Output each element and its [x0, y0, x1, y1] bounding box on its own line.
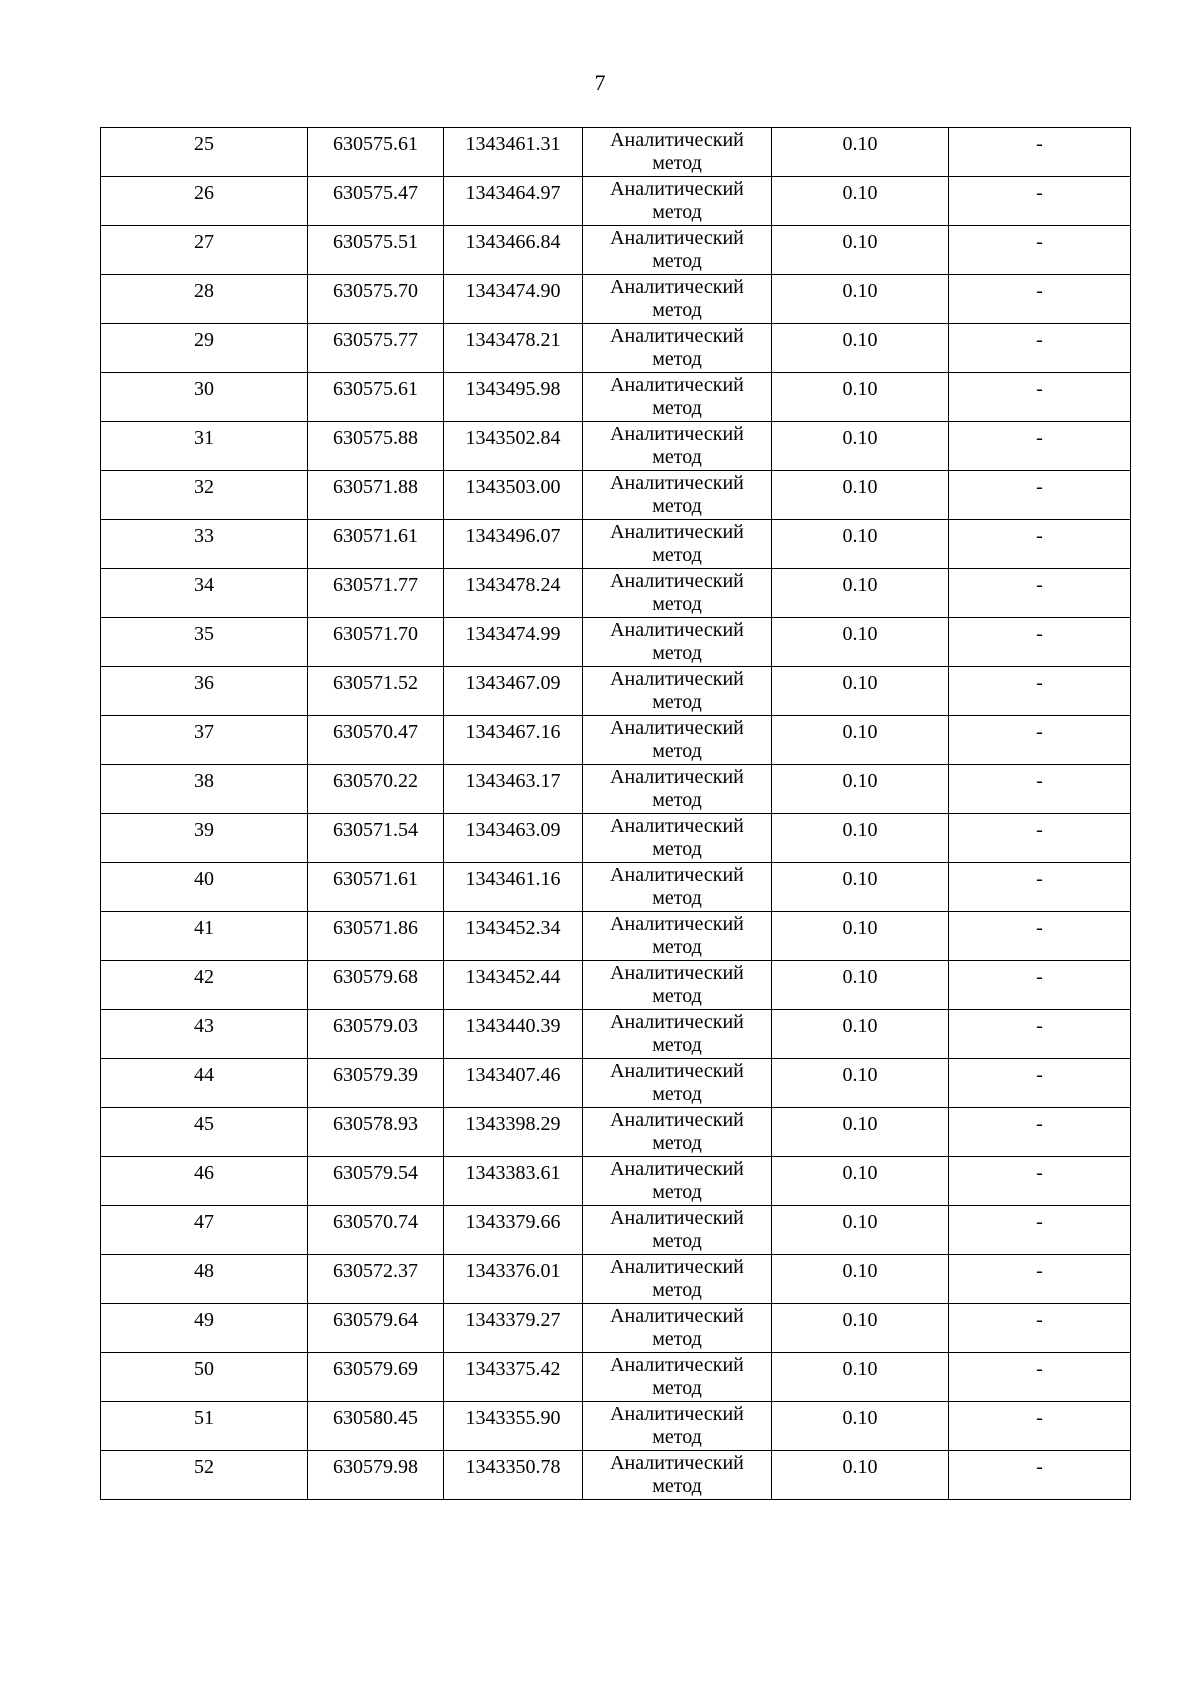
method-text: Аналитический метод [610, 815, 744, 860]
extra-cell: - [949, 569, 1131, 618]
method-cell [583, 863, 772, 912]
table-row [101, 569, 1131, 618]
extra-cell: - [949, 863, 1131, 912]
method-cell [583, 765, 772, 814]
table-row [101, 765, 1131, 814]
x-coordinate-cell: 630575.51 [308, 226, 444, 275]
table-row [101, 1010, 1131, 1059]
method-text: Аналитический метод [610, 1305, 744, 1350]
table-row [101, 618, 1131, 667]
method-text: Аналитический метод [610, 1256, 744, 1301]
x-coordinate-cell: 630580.45 [308, 1402, 444, 1451]
accuracy-cell: 0.10 [772, 422, 949, 471]
accuracy-cell: 0.10 [772, 1059, 949, 1108]
point-number-cell: 36 [101, 667, 308, 716]
x-coordinate-cell: 630579.69 [308, 1353, 444, 1402]
method-cell [583, 667, 772, 716]
method-cell [583, 177, 772, 226]
method-text: Аналитический метод [610, 423, 744, 468]
method-cell [583, 275, 772, 324]
point-number-cell: 32 [101, 471, 308, 520]
table-row [101, 1255, 1131, 1304]
y-coordinate-cell: 1343474.90 [444, 275, 583, 324]
method-cell [583, 1402, 772, 1451]
method-text: Аналитический метод [610, 766, 744, 811]
method-text: Аналитический метод [610, 1354, 744, 1399]
method-cell [583, 1108, 772, 1157]
x-coordinate-cell: 630575.61 [308, 128, 444, 177]
table-row [101, 471, 1131, 520]
y-coordinate-cell: 1343464.97 [444, 177, 583, 226]
method-cell [583, 1010, 772, 1059]
extra-cell: - [949, 765, 1131, 814]
method-cell [583, 814, 772, 863]
accuracy-cell: 0.10 [772, 177, 949, 226]
point-number-cell: 50 [101, 1353, 308, 1402]
extra-cell: - [949, 1304, 1131, 1353]
table-row [101, 1059, 1131, 1108]
method-cell [583, 912, 772, 961]
accuracy-cell: 0.10 [772, 1353, 949, 1402]
method-text: Аналитический метод [610, 913, 744, 958]
method-text: Аналитический метод [610, 1207, 744, 1252]
method-text: Аналитический метод [610, 129, 744, 174]
table-row [101, 1353, 1131, 1402]
point-number-cell: 39 [101, 814, 308, 863]
method-cell [583, 1304, 772, 1353]
y-coordinate-cell: 1343496.07 [444, 520, 583, 569]
accuracy-cell: 0.10 [772, 128, 949, 177]
x-coordinate-cell: 630578.93 [308, 1108, 444, 1157]
extra-cell: - [949, 275, 1131, 324]
y-coordinate-cell: 1343376.01 [444, 1255, 583, 1304]
extra-cell: - [949, 1255, 1131, 1304]
extra-cell: - [949, 177, 1131, 226]
extra-cell: - [949, 667, 1131, 716]
accuracy-cell: 0.10 [772, 961, 949, 1010]
point-number-cell: 48 [101, 1255, 308, 1304]
y-coordinate-cell: 1343379.66 [444, 1206, 583, 1255]
point-number-cell: 51 [101, 1402, 308, 1451]
accuracy-cell: 0.10 [772, 1451, 949, 1500]
method-text: Аналитический метод [610, 1403, 744, 1448]
method-text: Аналитический метод [610, 1060, 744, 1105]
extra-cell: - [949, 373, 1131, 422]
y-coordinate-cell: 1343478.24 [444, 569, 583, 618]
method-cell [583, 520, 772, 569]
accuracy-cell: 0.10 [772, 275, 949, 324]
x-coordinate-cell: 630571.61 [308, 520, 444, 569]
y-coordinate-cell: 1343495.98 [444, 373, 583, 422]
extra-cell: - [949, 912, 1131, 961]
x-coordinate-cell: 630575.61 [308, 373, 444, 422]
method-cell [583, 128, 772, 177]
method-cell [583, 1451, 772, 1500]
y-coordinate-cell: 1343474.99 [444, 618, 583, 667]
point-number-cell: 26 [101, 177, 308, 226]
y-coordinate-cell: 1343407.46 [444, 1059, 583, 1108]
extra-cell: - [949, 520, 1131, 569]
table-row [101, 1304, 1131, 1353]
method-cell [583, 1255, 772, 1304]
extra-cell: - [949, 716, 1131, 765]
y-coordinate-cell: 1343461.16 [444, 863, 583, 912]
x-coordinate-cell: 630579.03 [308, 1010, 444, 1059]
y-coordinate-cell: 1343463.09 [444, 814, 583, 863]
point-number-cell: 33 [101, 520, 308, 569]
method-cell [583, 422, 772, 471]
extra-cell: - [949, 1010, 1131, 1059]
accuracy-cell: 0.10 [772, 1010, 949, 1059]
method-cell [583, 1059, 772, 1108]
point-number-cell: 46 [101, 1157, 308, 1206]
method-text: Аналитический метод [610, 325, 744, 370]
y-coordinate-cell: 1343452.34 [444, 912, 583, 961]
point-number-cell: 25 [101, 128, 308, 177]
x-coordinate-cell: 630571.61 [308, 863, 444, 912]
x-coordinate-cell: 630570.22 [308, 765, 444, 814]
accuracy-cell: 0.10 [772, 912, 949, 961]
method-cell [583, 1353, 772, 1402]
accuracy-cell: 0.10 [772, 1304, 949, 1353]
x-coordinate-cell: 630575.47 [308, 177, 444, 226]
accuracy-cell: 0.10 [772, 226, 949, 275]
point-number-cell: 37 [101, 716, 308, 765]
point-number-cell: 34 [101, 569, 308, 618]
extra-cell: - [949, 814, 1131, 863]
y-coordinate-cell: 1343461.31 [444, 128, 583, 177]
table-row [101, 863, 1131, 912]
x-coordinate-cell: 630571.86 [308, 912, 444, 961]
accuracy-cell: 0.10 [772, 1255, 949, 1304]
y-coordinate-cell: 1343478.21 [444, 324, 583, 373]
accuracy-cell: 0.10 [772, 716, 949, 765]
x-coordinate-cell: 630579.54 [308, 1157, 444, 1206]
accuracy-cell: 0.10 [772, 765, 949, 814]
method-cell [583, 961, 772, 1010]
x-coordinate-cell: 630579.39 [308, 1059, 444, 1108]
point-number-cell: 28 [101, 275, 308, 324]
method-text: Аналитический метод [610, 1109, 744, 1154]
table-row [101, 1206, 1131, 1255]
extra-cell: - [949, 226, 1131, 275]
table-row [101, 128, 1131, 177]
method-text: Аналитический метод [610, 227, 744, 272]
accuracy-cell: 0.10 [772, 569, 949, 618]
x-coordinate-cell: 630579.64 [308, 1304, 444, 1353]
method-cell [583, 373, 772, 422]
method-cell [583, 324, 772, 373]
method-text: Аналитический метод [610, 276, 744, 321]
point-number-cell: 38 [101, 765, 308, 814]
x-coordinate-cell: 630570.47 [308, 716, 444, 765]
method-text: Аналитический метод [610, 1011, 744, 1056]
extra-cell: - [949, 324, 1131, 373]
y-coordinate-cell: 1343502.84 [444, 422, 583, 471]
table-row [101, 226, 1131, 275]
y-coordinate-cell: 1343466.84 [444, 226, 583, 275]
x-coordinate-cell: 630571.54 [308, 814, 444, 863]
extra-cell: - [949, 471, 1131, 520]
table-row [101, 1157, 1131, 1206]
point-number-cell: 31 [101, 422, 308, 471]
table-row [101, 422, 1131, 471]
method-cell [583, 1157, 772, 1206]
x-coordinate-cell: 630571.77 [308, 569, 444, 618]
point-number-cell: 27 [101, 226, 308, 275]
x-coordinate-cell: 630575.70 [308, 275, 444, 324]
table-row [101, 275, 1131, 324]
x-coordinate-cell: 630575.77 [308, 324, 444, 373]
table-row [101, 177, 1131, 226]
method-text: Аналитический метод [610, 178, 744, 223]
table-row [101, 814, 1131, 863]
table-row [101, 1108, 1131, 1157]
method-cell [583, 1206, 772, 1255]
accuracy-cell: 0.10 [772, 1402, 949, 1451]
accuracy-cell: 0.10 [772, 1157, 949, 1206]
method-text: Аналитический метод [610, 717, 744, 762]
table-body [101, 128, 1131, 1500]
method-text: Аналитический метод [610, 619, 744, 664]
extra-cell: - [949, 1108, 1131, 1157]
extra-cell: - [949, 961, 1131, 1010]
x-coordinate-cell: 630571.70 [308, 618, 444, 667]
accuracy-cell: 0.10 [772, 667, 949, 716]
accuracy-cell: 0.10 [772, 1206, 949, 1255]
method-text: Аналитический метод [610, 521, 744, 566]
method-cell [583, 716, 772, 765]
table-row [101, 520, 1131, 569]
table-row [101, 716, 1131, 765]
accuracy-cell: 0.10 [772, 373, 949, 422]
y-coordinate-cell: 1343440.39 [444, 1010, 583, 1059]
extra-cell: - [949, 1353, 1131, 1402]
method-cell [583, 471, 772, 520]
y-coordinate-cell: 1343398.29 [444, 1108, 583, 1157]
table-row [101, 1451, 1131, 1500]
extra-cell: - [949, 1451, 1131, 1500]
table-row [101, 912, 1131, 961]
accuracy-cell: 0.10 [772, 324, 949, 373]
x-coordinate-cell: 630575.88 [308, 422, 444, 471]
y-coordinate-cell: 1343375.42 [444, 1353, 583, 1402]
y-coordinate-cell: 1343379.27 [444, 1304, 583, 1353]
accuracy-cell: 0.10 [772, 863, 949, 912]
table-row [101, 324, 1131, 373]
point-number-cell: 47 [101, 1206, 308, 1255]
point-number-cell: 52 [101, 1451, 308, 1500]
method-cell [583, 226, 772, 275]
y-coordinate-cell: 1343467.16 [444, 716, 583, 765]
table-row [101, 667, 1131, 716]
point-number-cell: 35 [101, 618, 308, 667]
accuracy-cell: 0.10 [772, 814, 949, 863]
y-coordinate-cell: 1343383.61 [444, 1157, 583, 1206]
point-number-cell: 42 [101, 961, 308, 1010]
accuracy-cell: 0.10 [772, 1108, 949, 1157]
x-coordinate-cell: 630572.37 [308, 1255, 444, 1304]
point-number-cell: 41 [101, 912, 308, 961]
extra-cell: - [949, 1059, 1131, 1108]
method-text: Аналитический метод [610, 374, 744, 419]
method-text: Аналитический метод [610, 472, 744, 517]
method-text: Аналитический метод [610, 1452, 744, 1497]
accuracy-cell: 0.10 [772, 520, 949, 569]
accuracy-cell: 0.10 [772, 618, 949, 667]
y-coordinate-cell: 1343355.90 [444, 1402, 583, 1451]
extra-cell: - [949, 1157, 1131, 1206]
x-coordinate-cell: 630571.52 [308, 667, 444, 716]
y-coordinate-cell: 1343503.00 [444, 471, 583, 520]
coordinates-table [100, 127, 1131, 1500]
y-coordinate-cell: 1343452.44 [444, 961, 583, 1010]
x-coordinate-cell: 630579.98 [308, 1451, 444, 1500]
method-text: Аналитический метод [610, 570, 744, 615]
method-text: Аналитический метод [610, 864, 744, 909]
x-coordinate-cell: 630579.68 [308, 961, 444, 1010]
accuracy-cell: 0.10 [772, 471, 949, 520]
y-coordinate-cell: 1343467.09 [444, 667, 583, 716]
x-coordinate-cell: 630570.74 [308, 1206, 444, 1255]
point-number-cell: 49 [101, 1304, 308, 1353]
extra-cell: - [949, 1206, 1131, 1255]
extra-cell: - [949, 422, 1131, 471]
point-number-cell: 30 [101, 373, 308, 422]
point-number-cell: 45 [101, 1108, 308, 1157]
table-row [101, 1402, 1131, 1451]
method-text: Аналитический метод [610, 962, 744, 1007]
point-number-cell: 43 [101, 1010, 308, 1059]
extra-cell: - [949, 1402, 1131, 1451]
y-coordinate-cell: 1343463.17 [444, 765, 583, 814]
point-number-cell: 44 [101, 1059, 308, 1108]
method-text: Аналитический метод [610, 668, 744, 713]
method-cell [583, 569, 772, 618]
extra-cell: - [949, 128, 1131, 177]
extra-cell: - [949, 618, 1131, 667]
point-number-cell: 40 [101, 863, 308, 912]
point-number-cell: 29 [101, 324, 308, 373]
y-coordinate-cell: 1343350.78 [444, 1451, 583, 1500]
table-row [101, 373, 1131, 422]
method-cell [583, 618, 772, 667]
table-row [101, 961, 1131, 1010]
page-number: 7 [594, 70, 606, 95]
method-text: Аналитический метод [610, 1158, 744, 1203]
x-coordinate-cell: 630571.88 [308, 471, 444, 520]
